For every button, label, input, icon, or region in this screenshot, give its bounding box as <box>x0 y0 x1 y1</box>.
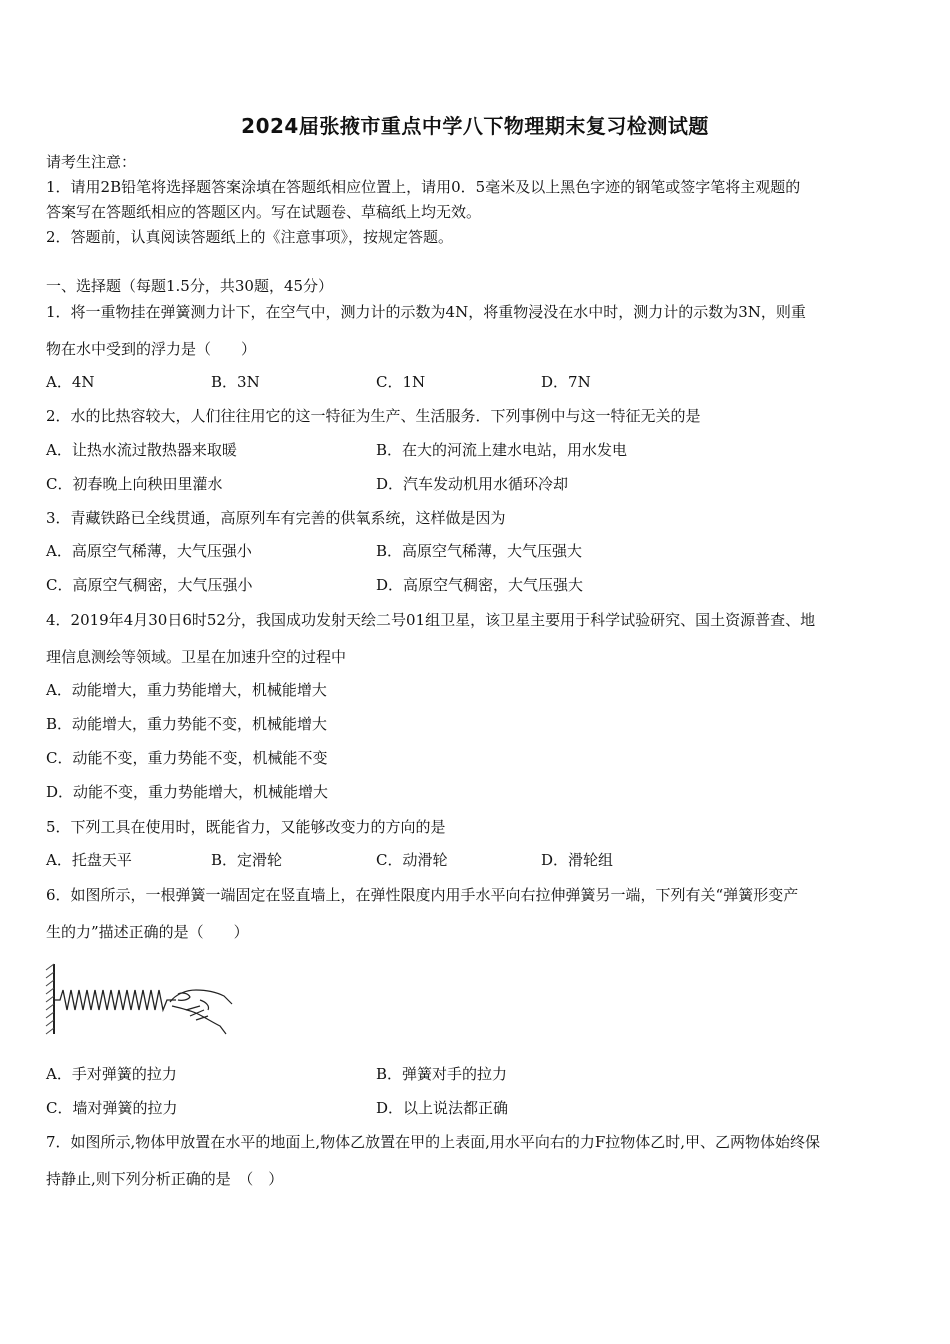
option-b: B．动能增大，重力势能不变，机械能增大 <box>46 715 328 733</box>
notice-item: 答案写在答题纸相应的答题区内。写在试题卷、草稿纸上均无效。 <box>46 203 482 221</box>
question-stem: 5．下列工具在使用时，既能省力，又能够改变力的方向的是 <box>46 818 446 836</box>
question-stem: 物在水中受到的浮力是（ ） <box>46 340 257 358</box>
page-title: 2024届张掖市重点中学八下物理期末复习检测试题 <box>241 114 709 138</box>
spring-hand-figure <box>40 960 240 1040</box>
question-stem: 1．将一重物挂在弹簧测力计下，在空气中，测力计的示数为4N，将重物浸没在水中时，测力计的示数为3N，则重 <box>46 303 806 321</box>
option-c: C．1N <box>376 373 426 391</box>
option-d: D．高原空气稠密，大气压强大 <box>376 576 584 594</box>
question-stem: 7．如图所示,物体甲放置在水平的地面上,物体乙放置在甲的上表面,用水平向右的力F拉物体乙时,甲、乙两物体始终保 <box>46 1133 821 1151</box>
option-c: C．墙对弹簧的拉力 <box>46 1099 178 1117</box>
notice-item: 1．请用2B铅笔将选择题答案涂填在答题纸相应位置上，请用0．5毫米及以上黑色字迹的钢笔或签字笔将主观题的 <box>46 178 801 196</box>
option-c: C．高原空气稠密，大气压强小 <box>46 576 253 594</box>
option-b: B．高原空气稀薄，大气压强大 <box>376 542 583 560</box>
option-d: D．滑轮组 <box>541 851 614 869</box>
question-stem: 生的力”描述正确的是（ ） <box>46 923 249 941</box>
option-d: D．7N <box>541 373 591 391</box>
option-a: A．高原空气稀薄，大气压强小 <box>46 542 252 560</box>
option-a: A．托盘天平 <box>46 851 132 869</box>
option-c: C．初春晚上向秧田里灌水 <box>46 475 223 493</box>
option-c: C．动滑轮 <box>376 851 448 869</box>
question-stem: 持静止,则下列分析正确的是 （ ） <box>46 1170 284 1188</box>
option-b: B．定滑轮 <box>211 851 283 869</box>
option-b: B．在大的河流上建水电站，用水发电 <box>376 441 628 459</box>
option-d: D．汽车发动机用水循环冷却 <box>376 475 569 493</box>
spring-coil <box>54 990 176 1010</box>
section-heading: 一、选择题（每题1.5分，共30题，45分） <box>46 277 334 295</box>
option-c: C．动能不变，重力势能不变，机械能不变 <box>46 749 328 767</box>
option-b: B．3N <box>211 373 260 391</box>
question-stem: 4．2019年4月30日6时52分，我国成功发射天绘二号01组卫星，该卫星主要用于科学试验研究、国土资源普查、地 <box>46 611 816 629</box>
option-b: B．弹簧对手的拉力 <box>376 1065 508 1083</box>
wall-hatching <box>46 964 54 1034</box>
option-d: D．以上说法都正确 <box>376 1099 509 1117</box>
question-stem: 2．水的比热容较大，人们往往用它的这一特征为生产、生活服务．下列事例中与这一特征无关的是 <box>46 407 701 425</box>
option-a: A．让热水流过散热器来取暖 <box>46 441 237 459</box>
question-stem: 3．青藏铁路已全线贯通，高原列车有完善的供氧系统，这样做是因为 <box>46 509 506 527</box>
hand-icon <box>170 990 232 1034</box>
notice-item: 2．答题前，认真阅读答题纸上的《注意事项》，按规定答题。 <box>46 228 454 246</box>
option-a: A．动能增大，重力势能增大，机械能增大 <box>46 681 327 699</box>
option-a: A．4N <box>46 373 95 391</box>
option-a: A．手对弹簧的拉力 <box>46 1065 177 1083</box>
question-stem: 理信息测绘等领域。卫星在加速升空的过程中 <box>46 648 347 666</box>
option-d: D．动能不变，重力势能增大，机械能增大 <box>46 783 329 801</box>
question-stem: 6．如图所示，一根弹簧一端固定在竖直墙上，在弹性限度内用手水平向右拉伸弹簧另一端，下列有关“弹簧形变产 <box>46 886 799 904</box>
notice-heading: 请考生注意： <box>46 153 137 171</box>
